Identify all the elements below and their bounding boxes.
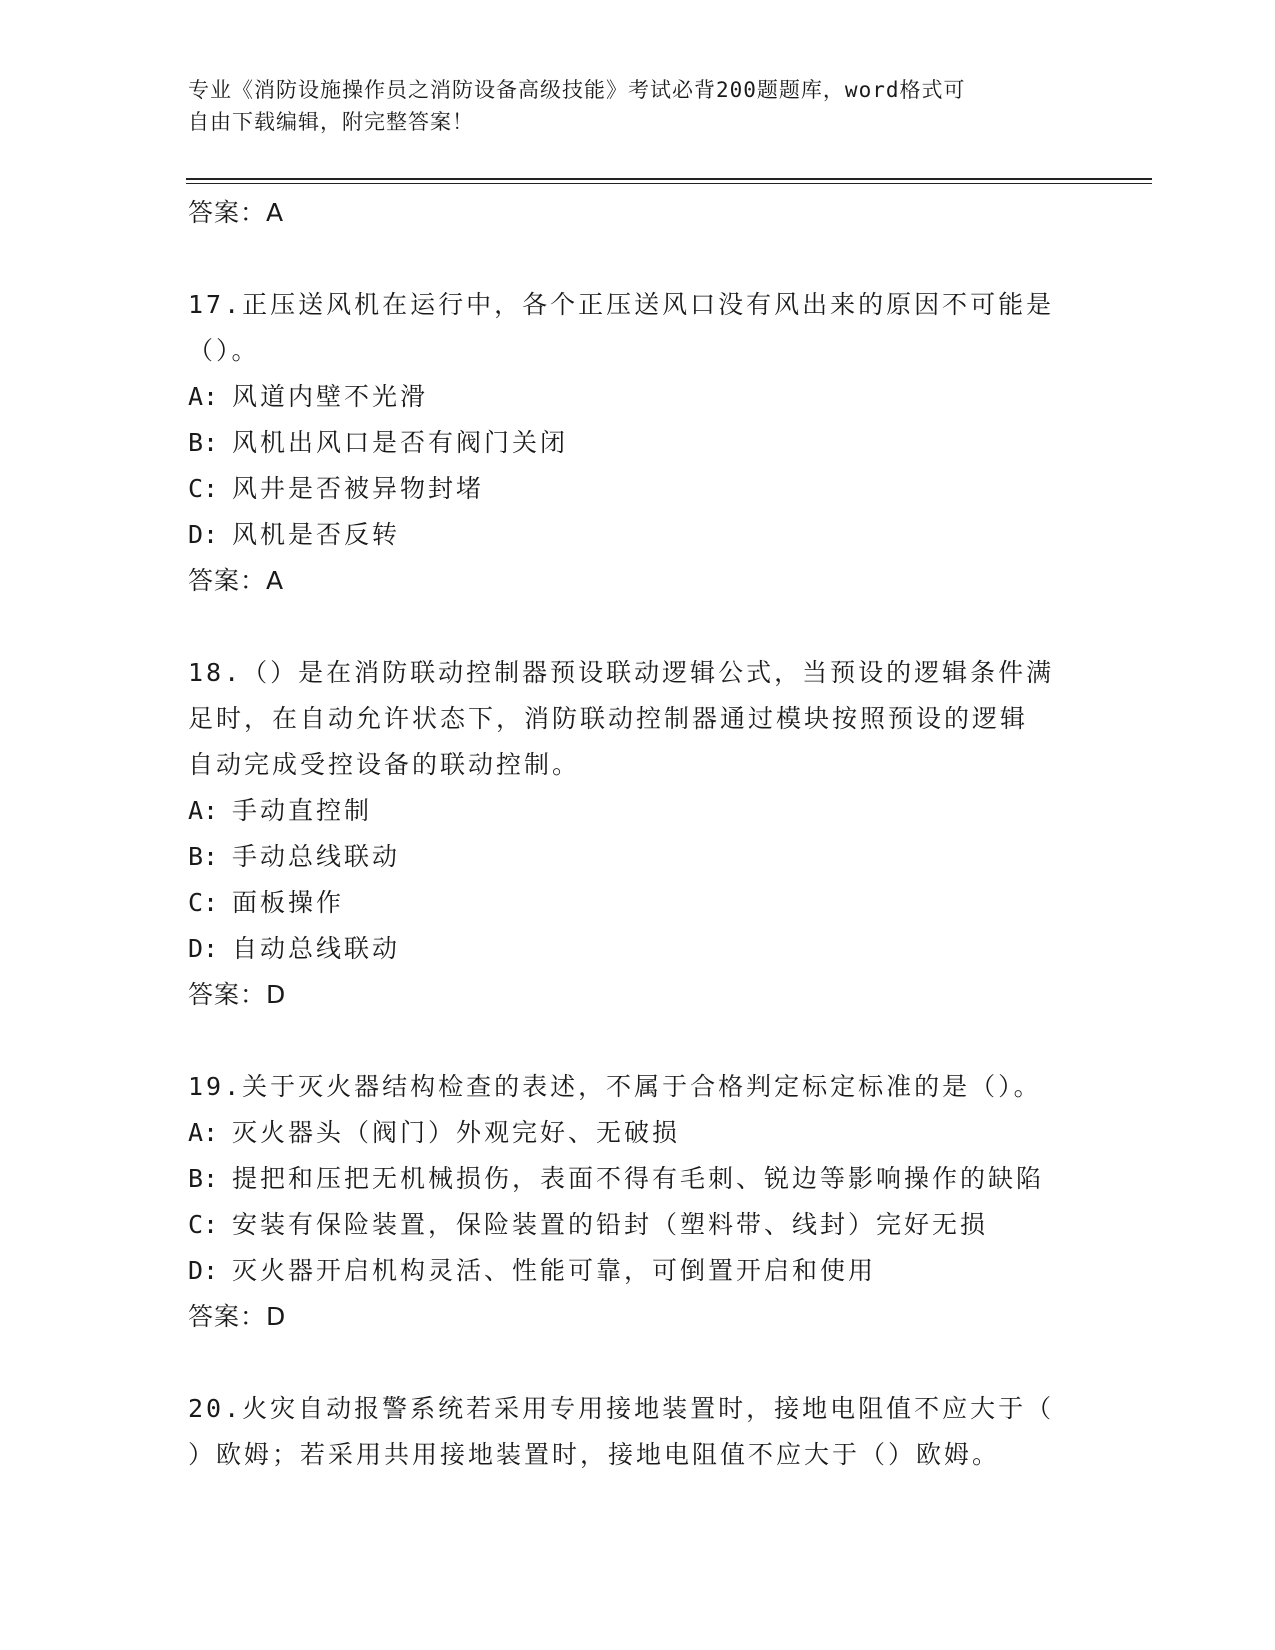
option-key: A:	[188, 796, 219, 825]
option-text: 风道内壁不光滑	[232, 382, 429, 411]
option-key: B:	[188, 842, 219, 871]
option-key: D:	[188, 1256, 219, 1285]
question-list	[188, 190, 1088, 1478]
answer-line: 答案：D	[188, 1302, 287, 1331]
header-line-2: 自由下载编辑，附完整答案！	[188, 110, 474, 134]
option-item	[188, 1156, 1088, 1202]
option-key: D:	[188, 934, 219, 963]
option-key: B:	[188, 1164, 219, 1193]
option-text: 提把和压把无机械损伤，表面不得有毛刺、锐边等影响操作的缺陷	[232, 1164, 1045, 1193]
option-key: A:	[188, 382, 219, 411]
option-key: D:	[188, 520, 219, 549]
option-item	[188, 374, 1088, 420]
question-stem-line: 19.关于灭火器结构检查的表述，不属于合格判定标定标准的是（）。	[188, 1072, 1042, 1101]
option-key: C:	[188, 888, 219, 917]
option-key: C:	[188, 1210, 219, 1239]
question-stem	[188, 282, 1088, 374]
answer-line: 答案：A	[188, 198, 285, 227]
option-key: B:	[188, 428, 219, 457]
document-header	[188, 74, 1088, 138]
question-stem-line: 18.（）是在消防联动控制器预设联动逻辑公式，当预设的逻辑条件满	[188, 658, 1055, 687]
option-item	[188, 420, 1088, 466]
option-item	[188, 1110, 1088, 1156]
option-text: 手动直控制	[232, 796, 373, 825]
answer-line: 答案：A	[188, 566, 285, 595]
option-text: 灭火器开启机构灵活、性能可靠，可倒置开启和使用	[232, 1256, 877, 1285]
option-text: 风机是否反转	[232, 520, 401, 549]
option-item	[188, 834, 1088, 880]
question-stem-line: ）欧姆；若采用共用接地装置时，接地电阻值不应大于（）欧姆。	[188, 1440, 1001, 1469]
question-stem	[188, 650, 1088, 788]
option-text: 风机出风口是否有阀门关闭	[232, 428, 569, 457]
header-divider-thin	[186, 183, 1152, 184]
option-key: A:	[188, 1118, 219, 1147]
question-stem-line: 20.火灾自动报警系统若采用专用接地装置时，接地电阻值不应大于（	[188, 1394, 1055, 1423]
option-item	[188, 512, 1088, 558]
header-divider-thick	[186, 178, 1152, 180]
question-stem	[188, 1064, 1088, 1110]
option-item	[188, 926, 1088, 972]
answer-line: 答案：D	[188, 980, 287, 1009]
header-line-1: 专业《消防设施操作员之消防设备高级技能》考试必背200题题库，word格式可	[188, 78, 966, 102]
option-item	[188, 1248, 1088, 1294]
option-key: C:	[188, 474, 219, 503]
option-item	[188, 466, 1088, 512]
question-stem-line: 足时，在自动允许状态下，消防联动控制器通过模块按照预设的逻辑	[188, 704, 1029, 733]
option-text: 自动总线联动	[232, 934, 401, 963]
option-item	[188, 880, 1088, 926]
option-text: 风井是否被异物封堵	[232, 474, 485, 503]
question-stem-line: 17.正压送风机在运行中，各个正压送风口没有风出来的原因不可能是	[188, 290, 1055, 319]
question-stem-line: （）。	[188, 336, 260, 365]
option-text: 面板操作	[232, 888, 345, 917]
option-item	[188, 1202, 1088, 1248]
option-text: 灭火器头（阀门）外观完好、无破损	[232, 1118, 681, 1147]
question-stem-line: 自动完成受控设备的联动控制。	[188, 750, 581, 779]
option-text: 安装有保险装置，保险装置的铅封（塑料带、线封）完好无损	[232, 1210, 989, 1239]
option-item	[188, 788, 1088, 834]
option-text: 手动总线联动	[232, 842, 401, 871]
question-stem	[188, 1386, 1088, 1478]
